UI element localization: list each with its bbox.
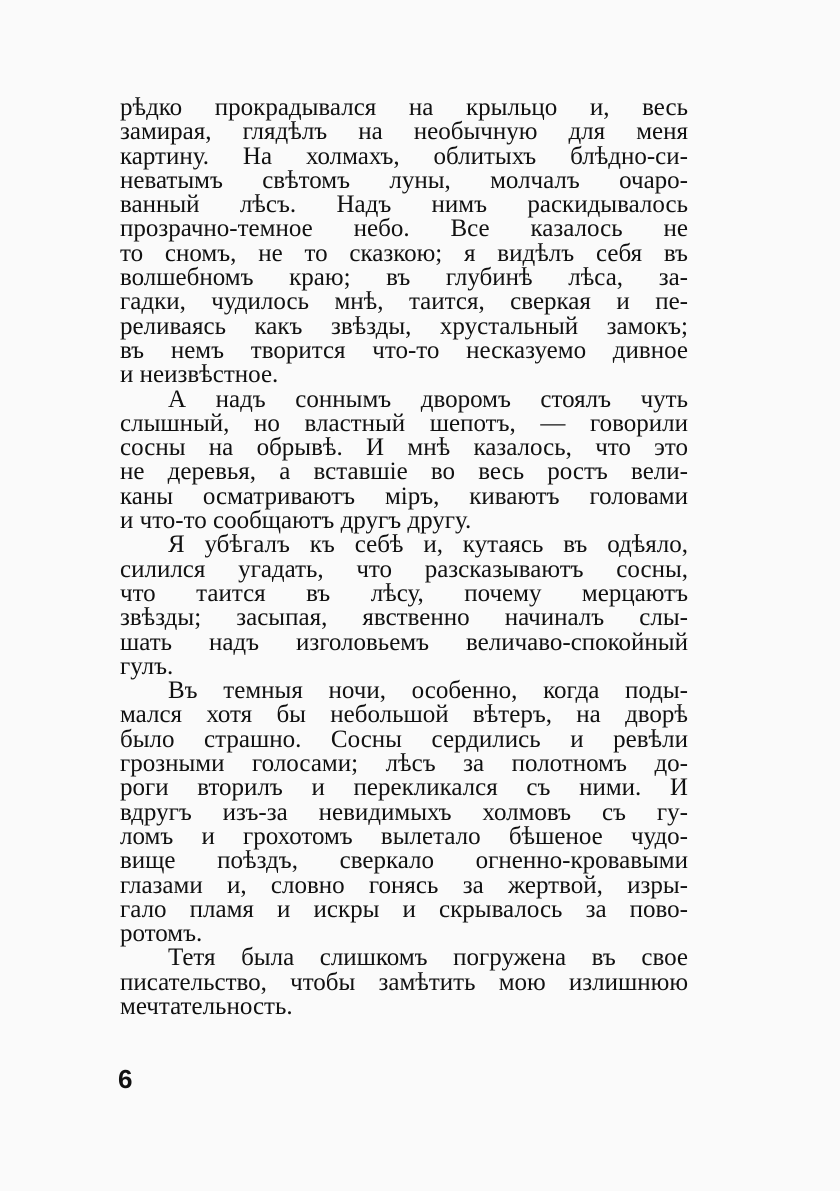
text-line: прозрачно-темное небо. Все казалось не (120, 215, 688, 243)
text-line: слышный, но властный шепотъ, — говорили (120, 409, 688, 437)
text-line: рѣдко прокрадывался на крыльцо и, весь (120, 94, 688, 121)
paragraph-first-line: Тетя была слишкомъ погружена въ свое (168, 944, 688, 972)
paragraph-first-line: Въ темныя ночи, особенно, когда поды- (168, 677, 688, 705)
paragraph-end-line: и что-то сообщаютъ другъ другу. (120, 507, 472, 535)
text-line: волшебномъ краю; въ глубинѣ лѣса, за- (120, 264, 688, 292)
text-line: мался хотя бы небольшой вѣтеръ, на дворѣ (120, 701, 688, 729)
paragraph-end-line: гулъ. (120, 652, 174, 680)
paragraph-end-line: и неизвѣстное. (120, 361, 279, 389)
text-line: звѣзды; засыпая, явственно начиналъ слы- (120, 604, 688, 632)
text-line: писательство, чтобы замѣтить мою излишнюю (120, 968, 688, 996)
page-number: 6 (118, 1064, 133, 1094)
text-line: гадки, чудилось мнѣ, таится, сверкая и пе- (120, 288, 688, 316)
text-line: грозными голосами; лѣсъ за полотномъ до- (120, 750, 688, 778)
text-line: вдругъ изъ-за невидимыхъ холмовъ съ гу- (120, 798, 688, 826)
text-line: гало пламя и искры и скрывалось за пово- (120, 895, 688, 923)
text-line: роги вторилъ и перекликался съ ними. И (120, 774, 688, 802)
text-line: ванный лѣсъ. Надъ нимъ раскидывалось (120, 191, 688, 219)
text-line: сосны на обрывѣ. И мнѣ казалось, что это (120, 434, 688, 462)
text-line: каны осматриваютъ міръ, киваютъ головами (120, 482, 688, 510)
text-line: что таится въ лѣсу, почему мерцаютъ (120, 579, 688, 607)
paragraph-first-line: А надъ соннымъ дворомъ стоялъ чуть (168, 385, 688, 413)
paragraph-end-line: ротомъ. (120, 920, 203, 948)
body-text (120, 96, 688, 1019)
text-line: въ немъ творится что-то несказуемо дивное (120, 336, 688, 364)
text-line: силился угадать, что разсказываютъ сосны, (120, 555, 688, 583)
text-line: вище поѣздъ, сверкало огненно-кровавыми (120, 847, 688, 875)
text-line: было страшно. Сосны сердились и ревѣли (120, 725, 688, 753)
text-line: замирая, глядѣлъ на необычную для меня (120, 118, 688, 146)
text-line: ломъ и грохотомъ вылетало бѣшеное чудо- (120, 822, 688, 850)
text-line: не деревья, а вставшіе во весь ростъ вели- (120, 458, 688, 486)
text-line: то сномъ, не то сказкою; я видѣлъ себя въ (120, 239, 688, 267)
text-line: глазами и, словно гонясь за жертвой, изры- (120, 871, 688, 899)
text-line: картину. На холмахъ, облитыхъ блѣдно-си- (120, 142, 688, 170)
text-line: реливаясь какъ звѣзды, хрустальный замокъ; (120, 312, 688, 340)
text-line: шать надъ изголовьемъ величаво-спокойный (120, 628, 688, 656)
text-line: неватымъ свѣтомъ луны, молчалъ очаро- (120, 166, 688, 194)
paragraph-first-line: Я убѣгалъ къ себѣ и, кутаясь въ одѣяло, (168, 531, 688, 559)
paragraph-end-line: мечтательность. (120, 992, 293, 1020)
